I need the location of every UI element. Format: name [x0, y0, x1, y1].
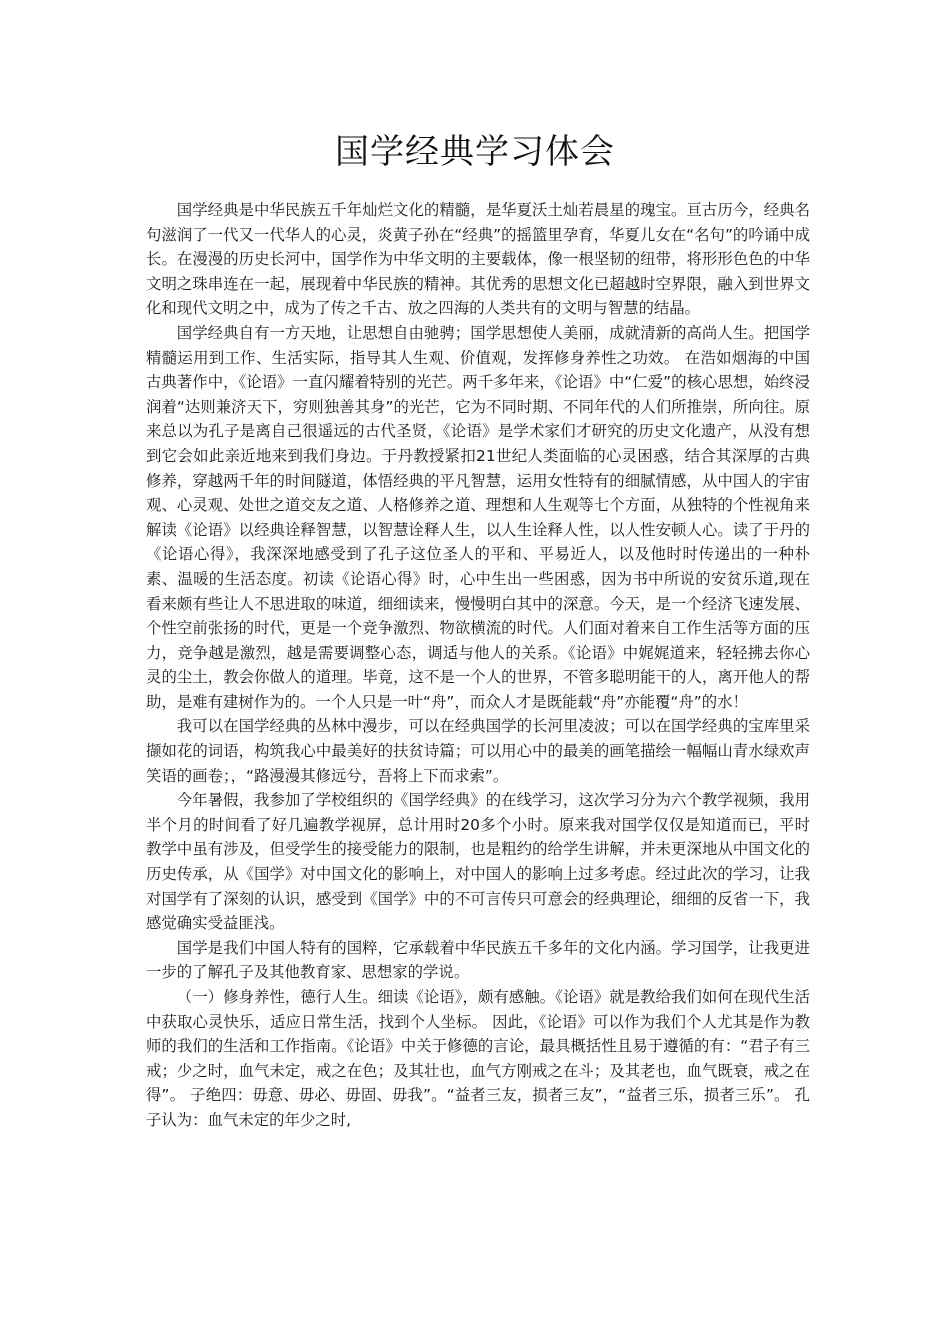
paragraph: 国学是我们中国人特有的国粹，它承载着中华民族五千多年的文化内涵。学习国学，让我更进一步的了解孔子及其他教育家、思想家的学说。	[146, 938, 810, 982]
paragraph: 我可以在国学经典的丛林中漫步，可以在经典国学的长河里凌波；可以在国学经典的宝库里采撷如花的词语，构筑我心中最美好的扶贫诗篇；可以用心中的最美的画笔描绘一幅幅山青水绿欢声笑语的画卷；，“路漫漫其修远兮，吾将上下而求索”。	[146, 717, 810, 785]
paragraph: 今年暑假，我参加了学校组织的《国学经典》的在线学习，这次学习分为六个教学视频，我用半个月的时间看了好几遍教学视屏，总计用时20多个小时。原来我对国学仅仅是知道而已，平时教学中虽有涉及，但受学生的接受能力的限制，也是粗约的给学生讲解，并未更深地从中国文化的历史传承，从《国学》对中国文化的影响上，对中国人的影响上过多考虑。经过此次的学习，让我对国学有了深刻的认识，感受到《国学》中的不可言传只可意会的经典理论，细细的反省一下，我感觉确实受益匪浅。	[146, 791, 810, 933]
paragraph: 国学经典自有一方天地，让思想自由驰骋；国学思想使人美丽，成就清新的高尚人生。把国学精髓运用到工作、生活实际，指导其人生观、价值观，发挥修身养性之功效。 在浩如烟海的中国古典著作中，《论语》一直闪耀着特别的光芒。两千多年来，《论语》中“仁爱”的核心思想，始终浸润着“达则兼济天下，穷则独善其身”的光芒，它为不同时期、不同年代的人们所推崇，所向往。原来总以为孔子是离自己很遥远的古代圣贤，《论语》是学术家们才研究的历史文化遗产，从没有想到它会如此亲近地来到我们身边。于丹教授紧扣21世纪人类面临的心灵困惑，结合其深厚的古典修养，穿越两千年的时间隧道，体悟经典的平凡智慧，运用女性特有的细腻情感，从中国人的宇宙观、心灵观、处世之道交友之道、人格修养之道、理想和人生观等七个方面，从独特的个性视角来解读《论语》以经典诠释智慧，以智慧诠释人生，以人生诠释人性，以人性安顿人心。读了于丹的《论语心得》，我深深地感受到了孔子这位圣人的平和、平易近人，以及他时时传递出的一种朴素、温暖的生活态度。初读《论语心得》时，心中生出一些困惑，因为书中所说的安贫乐道,现在看来颇有些让人不思进取的味道，细细读来，慢慢明白其中的深意。今天，是一个经济飞速发展、个性空前张扬的时代，更是一个竞争激烈、物欲横流的时代。人们面对着来自工作生活等方面的压力，竞争越是激烈，越是需要调整心态，调适与他人的关系。《论语》中娓娓道来，轻轻拂去你心灵的尘土，教会你做人的道理。毕竟，这不是一个人的世界，不管多聪明能干的人，离开他人的帮助，是难有建树作为的。一个人只是一叶“舟”，而众人才是既能载“舟”亦能覆“舟”的水！	[146, 323, 810, 711]
paragraph: 国学经典是中华民族五千年灿烂文化的精髓，是华夏沃土灿若晨星的瑰宝。亘古历今，经典名句滋润了一代又一代华人的心灵，炎黄子孙在“经典”的摇篮里孕育，华夏儿女在“名句”的吟诵中成长。在漫漫的历史长河中，国学作为中华文明的主要载体，像一根坚韧的纽带，将形形色色的中华文明之珠串连在一起，展现着中华民族的精神。其优秀的思想文化已超越时空界限，融入到世界文化和现代文明之中，成为了传之千古、放之四海的人类共有的文明与智慧的结晶。	[146, 201, 810, 318]
paragraph: （一）修身养性，德行人生。细读《论语》，颇有感触。《论语》就是教给我们如何在现代生活中获取心灵快乐，适应日常生活，找到个人坐标。 因此，《论语》可以作为我们个人尤其是作为教师的我们的生活和工作指南。《论语》中关于修德的言论，最具概括性且易于遵循的有：“君子有三戒；少之时，血气未定，戒之在色；及其壮也，血气方刚戒之在斗；及其老也，血气既衰，戒之在得”。 子绝四：毋意、毋必、毋固、毋我”。“益者三友，损者三友”，“益者三乐，损者三乐”。 孔子认为：血气未定的年少之时,	[146, 988, 810, 1129]
document-body	[146, 198, 810, 1133]
document-title: 国学经典学习体会	[335, 132, 615, 172]
